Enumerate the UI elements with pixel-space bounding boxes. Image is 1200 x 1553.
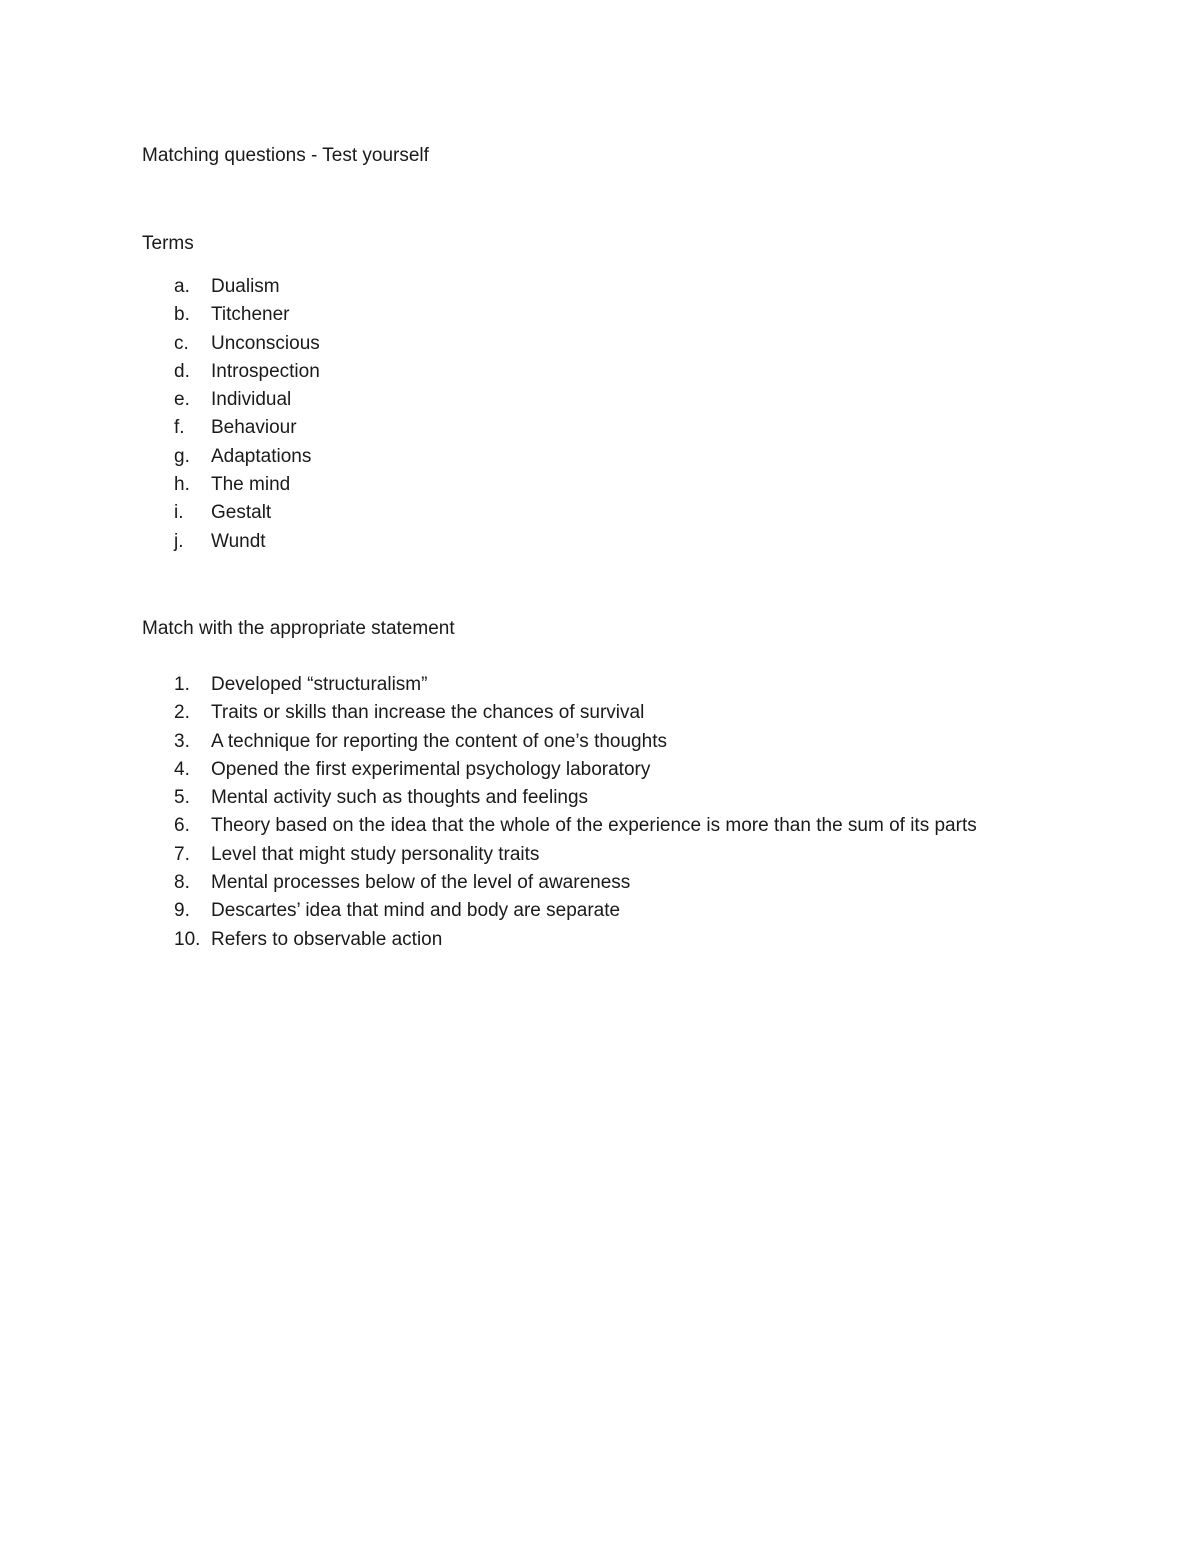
term-text: Dualism xyxy=(211,276,280,297)
list-marker: c. xyxy=(174,332,189,354)
statement-text: Developed “structuralism” xyxy=(211,674,428,695)
statement-text: Opened the first experimental psychology laboratory xyxy=(211,758,651,780)
list-marker: i. xyxy=(174,502,184,524)
statement-text: Mental processes below of the level of awareness xyxy=(211,872,631,894)
term-text: The mind xyxy=(211,474,291,496)
statement-text: A technique for reporting the content of one’s thoughts xyxy=(211,730,667,752)
terms-heading: Terms xyxy=(142,233,194,254)
statement-text: Traits or skills than increase the chances of survival xyxy=(211,702,645,724)
term-text: Wundt xyxy=(211,530,266,552)
statements-heading: Match with the appropriate statement xyxy=(142,618,455,639)
list-marker: j. xyxy=(174,530,184,552)
list-marker: a. xyxy=(174,276,190,297)
term-text: Individual xyxy=(211,389,292,411)
statement-text: Theory based on the idea that the whole of the experience is more than the sum of its parts xyxy=(211,815,977,837)
list-marker: 9. xyxy=(174,900,190,922)
list-marker: 7. xyxy=(174,843,190,865)
term-text: Unconscious xyxy=(211,332,320,354)
list-marker: 2. xyxy=(174,702,190,724)
list-marker: 10. xyxy=(174,928,201,950)
list-marker: d. xyxy=(174,360,190,382)
term-text: Titchener xyxy=(211,304,290,326)
page-title: Matching questions - Test yourself xyxy=(142,145,429,166)
term-text: Gestalt xyxy=(211,502,272,524)
list-marker: e. xyxy=(174,389,190,411)
list-marker: 4. xyxy=(174,758,190,780)
term-text: Behaviour xyxy=(211,417,297,439)
term-text: Adaptations xyxy=(211,445,312,467)
statement-text: Level that might study personality traits xyxy=(211,843,540,865)
list-marker: 8. xyxy=(174,872,190,894)
list-marker: 1. xyxy=(174,674,190,695)
list-marker: b. xyxy=(174,304,190,326)
list-marker: f. xyxy=(174,417,185,439)
list-marker: 6. xyxy=(174,815,190,837)
list-marker: h. xyxy=(174,474,190,496)
list-marker: 5. xyxy=(174,787,190,809)
list-marker: 3. xyxy=(174,730,190,752)
statement-text: Refers to observable action xyxy=(211,928,443,950)
list-marker: g. xyxy=(174,445,190,467)
term-text: Introspection xyxy=(211,360,320,382)
statement-text: Mental activity such as thoughts and feelings xyxy=(211,787,589,809)
statement-text: Descartes’ idea that mind and body are separate xyxy=(211,900,621,922)
